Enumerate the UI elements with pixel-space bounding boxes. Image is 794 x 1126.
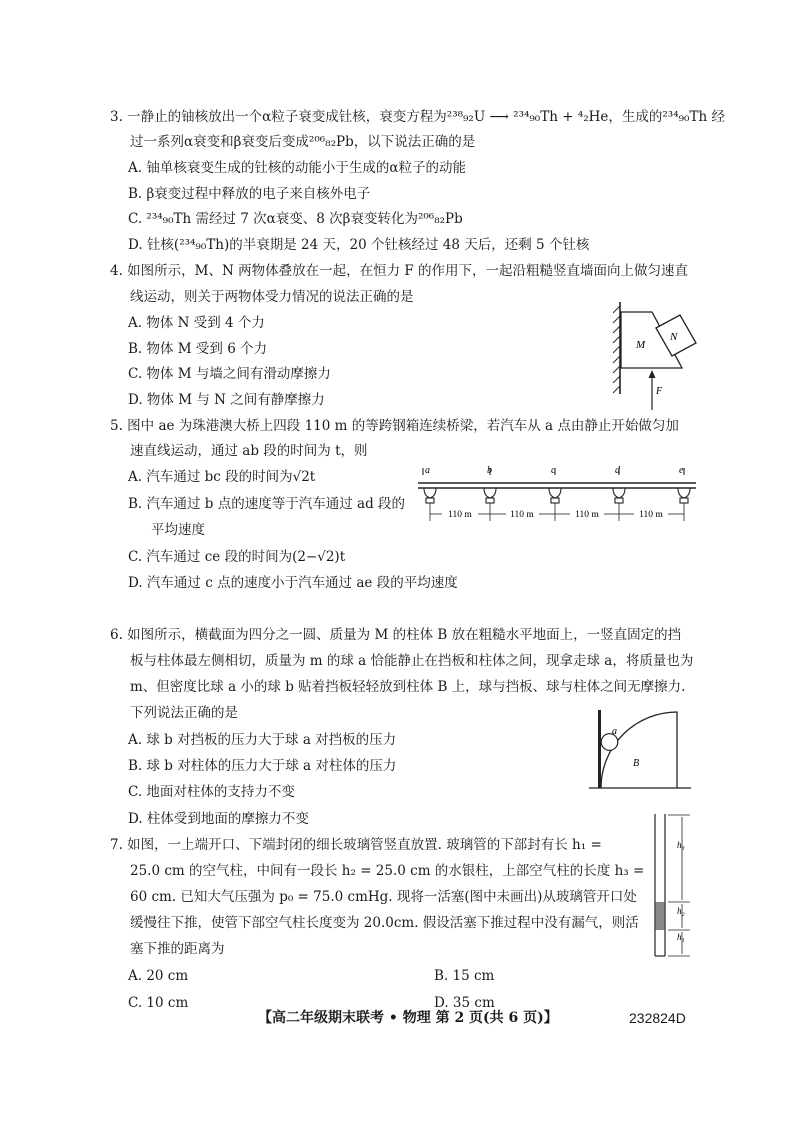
page-footer-code: 232824D [629, 1010, 686, 1026]
q5-point-d: d [615, 465, 620, 476]
q5-point-e: e [679, 465, 684, 476]
q7-stem-line1: 7. 如图，一上端开口、下端封闭的细长玻璃管竖直放置. 玻璃管的下部封有长 h₁ = [110, 837, 602, 853]
q6-stem-line4: 下列说法正确的是 [130, 705, 238, 721]
page-footer-title: 【高二年级期末联考 • 物理 第 2 页(共 6 页)】 [258, 1010, 558, 1026]
q7-label-h2: h₂ [677, 906, 685, 916]
q5-bridge-figure [412, 463, 702, 523]
q5-point-c: c [551, 465, 556, 476]
q7-option-a: A. 20 cm [128, 968, 189, 984]
q5-option-b: B. 汽车通过 b 点的速度等于汽车通过 ad 段的 [128, 496, 405, 512]
q4-stem-line1: 4. 如图所示，M、N 两物体叠放在一起，在恒力 F 的作用下，一起沿粗糙竖直墙面向上做匀速直 [110, 263, 689, 279]
q4-label-f: F [656, 386, 663, 397]
q5-option-b-cont: 平均速度 [151, 522, 205, 538]
q5-span-label-3: 110 m [575, 510, 599, 520]
q6-option-c: C. 地面对柱体的支持力不变 [128, 784, 295, 800]
q5-span-label-1: 110 m [448, 510, 472, 520]
q5-option-c: C. 汽车通过 ce 段的时间为(2−√2)t [128, 549, 346, 565]
q4-stem-line2: 线运动，则关于两物体受力情况的说法正确的是 [130, 289, 414, 305]
q7-tube-figure [644, 810, 694, 960]
q3-option-c: C. ²³⁴₉₀Th 需经过 7 次α衰变、8 次β衰变转化为²⁰⁶₈₂Pb [128, 211, 463, 227]
q6-option-b: B. 球 b 对柱体的压力大于球 a 对柱体的压力 [128, 758, 397, 774]
q7-stem-line5: 塞下推的距离为 [130, 941, 225, 957]
q6-option-d: D. 柱体受到地面的摩擦力不变 [128, 811, 309, 827]
q3-stem-line1: 3. 一静止的铀核放出一个α粒子衰变成钍核，衰变方程为²³⁸₉₂U ⟶ ²³⁴₉₀Th + ⁴₂He，生成的²³⁴₉₀Th 经 [110, 109, 725, 125]
q3-stem-line2: 过一系列α衰变和β衰变后变成²⁰⁶₈₂Pb，以下说法正确的是 [130, 134, 476, 150]
q5-option-a: A. 汽车通过 bc 段的时间为√2t [128, 469, 316, 485]
q4-option-d: D. 物体 M 与 N 之间有静摩擦力 [128, 392, 325, 408]
q6-option-a: A. 球 b 对挡板的压力大于球 a 对挡板的压力 [128, 732, 397, 748]
q4-label-m: M [636, 339, 646, 351]
q5-span-label-4: 110 m [639, 510, 663, 520]
q7-option-d: D. 35 cm [434, 995, 495, 1011]
q7-stem-line3: 60 cm. 已知大气压强为 p₀ = 75.0 cmHg. 现将一活塞(图中未画出)从玻璃管开口处 [130, 889, 637, 905]
q7-label-h3: h₃ [677, 840, 685, 850]
q5-option-d: D. 汽车通过 c 点的速度小于汽车通过 ae 段的平均速度 [128, 575, 458, 591]
q7-stem-line4: 缓慢往下推，使管下部空气柱长度变为 20.0cm. 假设活塞下推过程中没有漏气，则活 [130, 915, 639, 931]
q4-label-n: N [670, 331, 678, 343]
q3-option-d: D. 钍核(²³⁴₉₀Th)的半衰期是 24 天，20 个钍核经过 48 天后，还剩 5 个钍核 [128, 237, 590, 253]
q4-option-a: A. 物体 N 受到 4 个力 [128, 315, 265, 331]
q7-label-h1: h₁ [677, 932, 685, 942]
q6-label-a: a [612, 726, 617, 737]
q3-option-b: B. β衰变过程中释放的电子来自核外电子 [128, 186, 371, 202]
q6-stem-line1: 6. 如图所示，横截面为四分之一圆、质量为 M 的柱体 B 放在粗糙水平地面上，一竖直固定的挡 [110, 627, 682, 643]
q7-option-c: C. 10 cm [128, 995, 189, 1011]
q4-option-c: C. 物体 M 与墙之间有滑动摩擦力 [128, 366, 331, 382]
q4-figure [600, 298, 710, 414]
q4-option-b: B. 物体 M 受到 6 个力 [128, 341, 268, 357]
q5-point-a: a [425, 465, 430, 476]
q6-stem-line3: m、但密度比球 a 小的球 b 贴着挡板轻轻放到柱体 B 上，球与挡板、球与柱体之间无摩擦力. [130, 679, 686, 695]
q6-label-b: B [633, 758, 640, 769]
q5-stem-line1: 5. 图中 ae 为珠港澳大桥上四段 110 m 的等跨钢箱连续桥梁，若汽车从 a 点由静止开始做匀加 [110, 418, 679, 434]
q6-stem-line2: 板与柱体最左侧相切，质量为 m 的球 a 恰能静止在挡板和柱体之间，现拿走球 a，将质量也为 [130, 653, 694, 669]
q6-figure [585, 708, 695, 792]
q5-point-b: b [487, 465, 492, 476]
q7-option-b: B. 15 cm [434, 968, 495, 984]
q3-option-a: A. 铀单核衰变生成的钍核的动能小于生成的α粒子的动能 [128, 160, 466, 176]
q5-stem-line2: 速直线运动，通过 ab 段的时间为 t，则 [130, 443, 368, 459]
q7-stem-line2: 25.0 cm 的空气柱，中间有一段长 h₂ = 25.0 cm 的水银柱，上部空气柱的长度 h₃ = [130, 863, 645, 879]
q5-span-label-2: 110 m [510, 510, 534, 520]
